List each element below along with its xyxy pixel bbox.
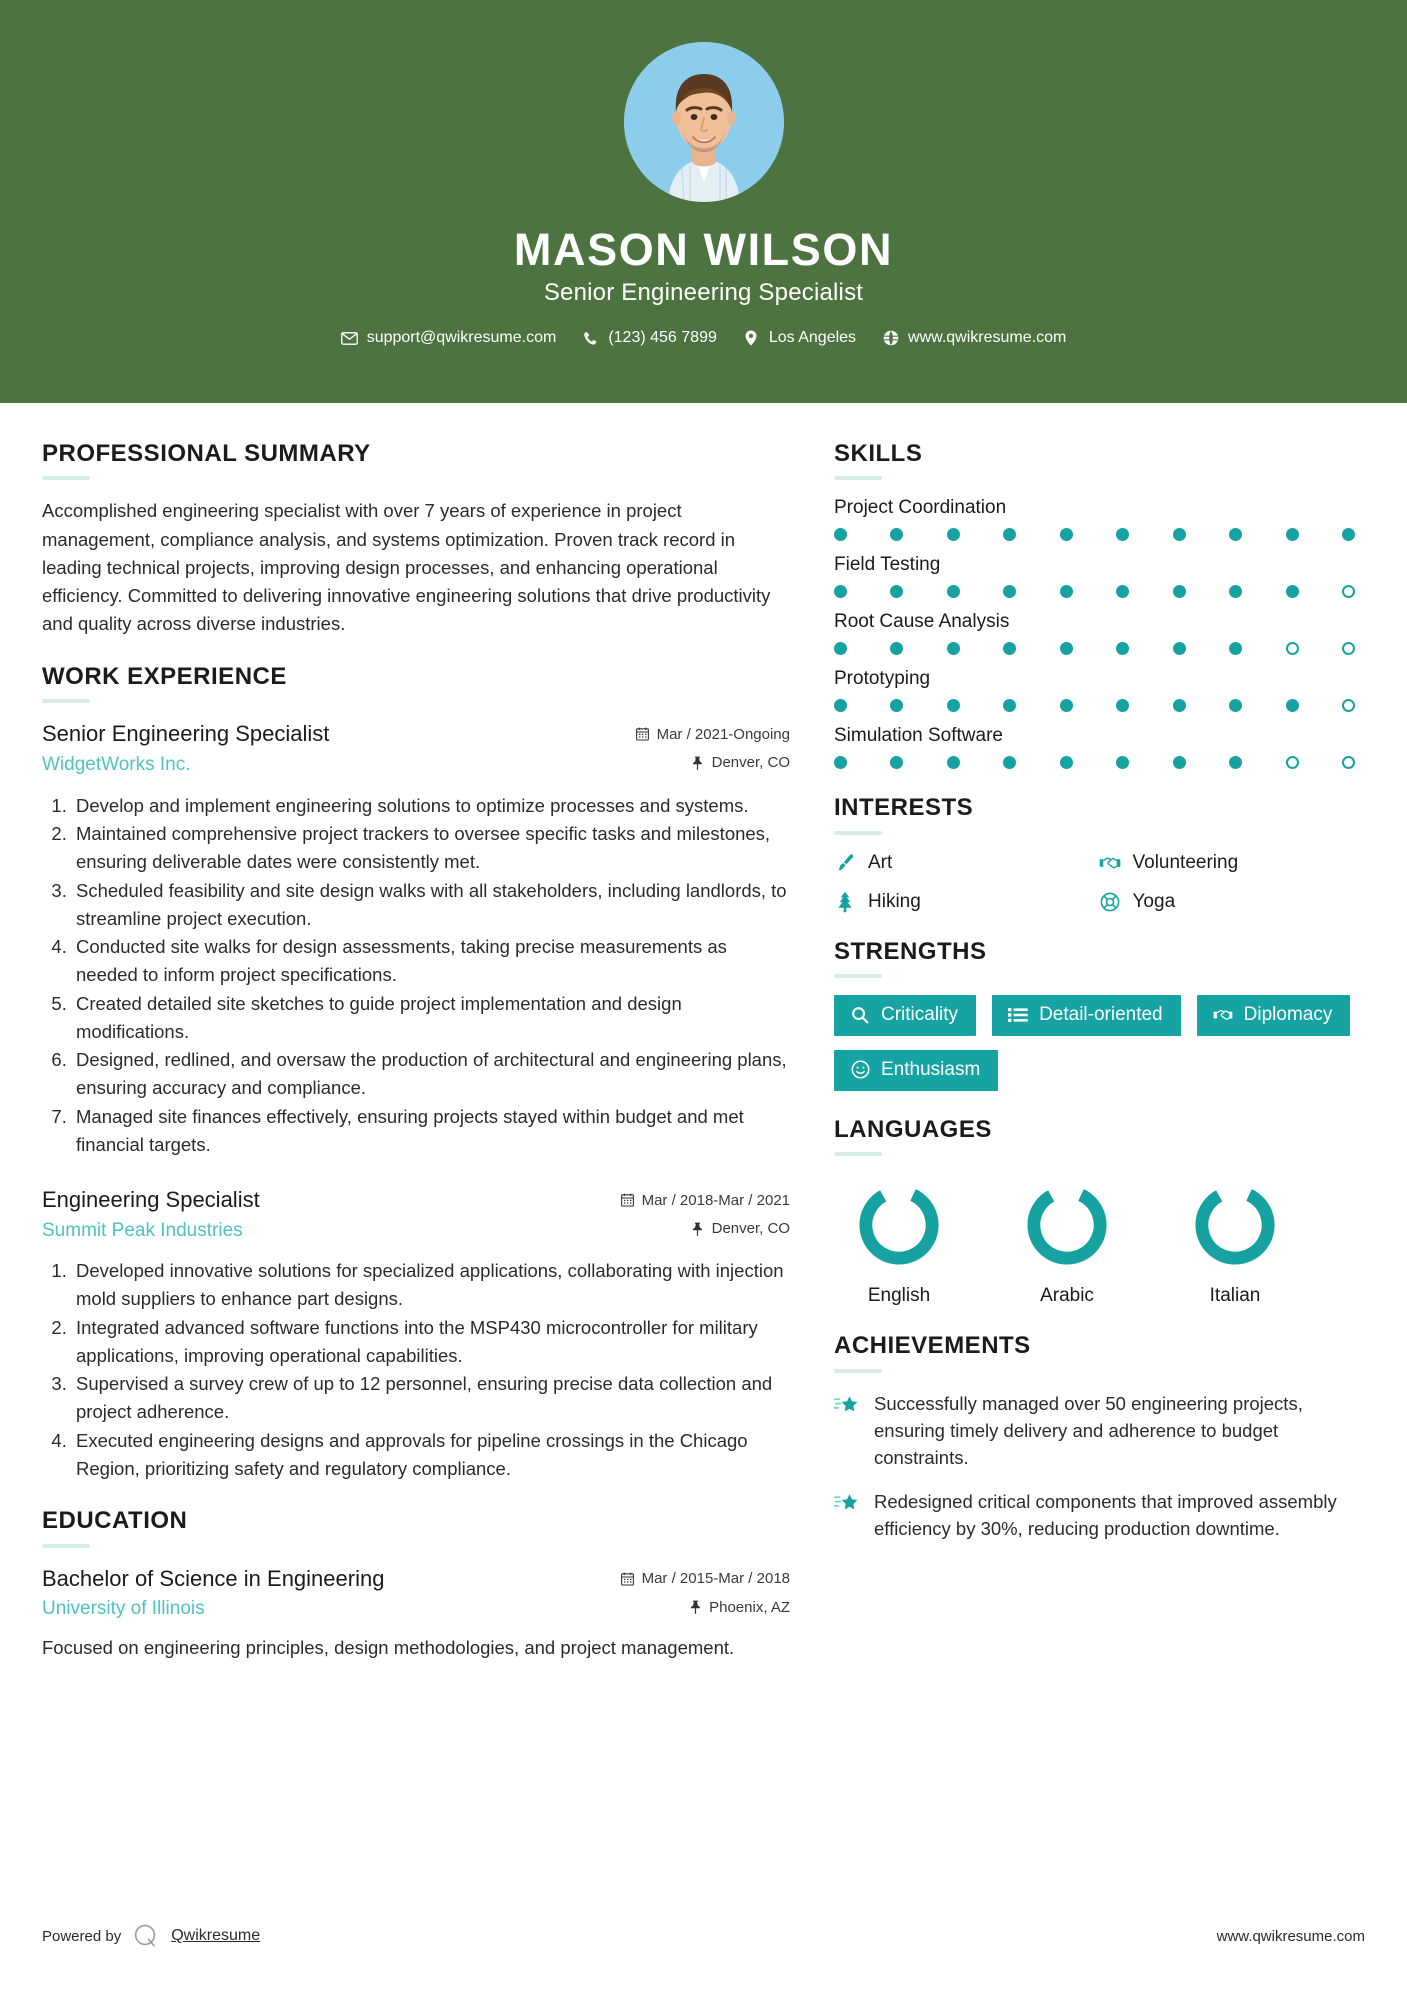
skill-dot-filled [1342, 528, 1355, 541]
skill-dot-filled [947, 585, 960, 598]
skill-dot-filled [834, 756, 847, 769]
language-item [1170, 1179, 1300, 1307]
education-dates [621, 1570, 790, 1587]
section-professional-summary [42, 441, 790, 638]
skill-dot-filled [1116, 585, 1129, 598]
education-entry [42, 1565, 790, 1662]
education-entry-top-row [42, 1565, 790, 1593]
work-location [691, 754, 790, 771]
work-bullet: 5. Created detailed site sketches to guide project implementation and design modifications. [72, 990, 790, 1046]
strength-chip-diplomacy [1197, 995, 1351, 1036]
education-dates-text: Mar / 2015-Mar / 2018 [641, 1570, 790, 1588]
section-rule [834, 476, 882, 480]
right-column [834, 441, 1355, 1688]
language-item [1002, 1179, 1132, 1307]
resume-body [0, 403, 1407, 1688]
interest-item [1099, 852, 1356, 874]
section-heading-languages: LANGUAGES [834, 1115, 992, 1143]
skill-rating-dots [834, 642, 1355, 655]
language-donut-arc [1191, 1181, 1279, 1269]
skill-dot-filled [1173, 585, 1186, 598]
skill-dot-empty [1286, 756, 1299, 769]
left-column [42, 441, 790, 1688]
skill-dot-empty [1342, 585, 1355, 598]
contact-phone-text: (123) 456 7899 [608, 329, 717, 347]
footer-website[interactable]: www.qwikresume.com [1216, 1927, 1365, 1945]
skill-dot-filled [1286, 528, 1299, 541]
skill-label: Simulation Software [834, 725, 1003, 747]
interest-item [834, 891, 1091, 913]
skill-dot-filled [1173, 642, 1186, 655]
skill-dot-empty [1286, 642, 1299, 655]
achievement-item [834, 1390, 1355, 1472]
skill-dot-filled [947, 756, 960, 769]
skill-dot-filled [834, 585, 847, 598]
skill-dot-filled [1003, 528, 1016, 541]
skill-label: Prototyping [834, 668, 931, 690]
skill-dot-filled [1060, 699, 1073, 712]
skill-item [834, 554, 1355, 598]
education-entry-second-row [42, 1592, 790, 1622]
skill-dot-filled [890, 642, 903, 655]
work-bullet: 2. Maintained comprehensive project trackers to oversee specific tasks and milestones, ensuring deliverable dates were consistently met. [72, 820, 790, 876]
strength-label: Enthusiasm [881, 1059, 981, 1081]
section-rule [834, 1369, 882, 1373]
skill-dot-empty [1342, 756, 1355, 769]
strength-chip-criticality [834, 995, 976, 1036]
work-job-title: Senior Engineering Specialist [42, 721, 330, 747]
strength-label: Criticality [881, 1004, 959, 1026]
footer-brand-group [42, 1923, 260, 1949]
section-rule [42, 1544, 90, 1548]
languages-list [834, 1173, 1355, 1307]
language-donut-arc [855, 1181, 943, 1269]
work-bullet: 3. Scheduled feasibility and site design walks with all stakeholders, including landlords, to streamline project execution. [72, 877, 790, 933]
work-bullet: 6. Designed, redlined, and oversaw the production of architectural and engineering plans, ensuring accuracy and compliance. [72, 1046, 790, 1102]
skill-dot-filled [1229, 642, 1242, 655]
section-skills [834, 441, 1355, 769]
section-heading-work-experience: WORK EXPERIENCE [42, 662, 287, 690]
skill-dot-filled [834, 699, 847, 712]
education-degree: Bachelor of Science in Engineering [42, 1565, 385, 1591]
work-bullet: 1. Developed innovative solutions for specialized applications, collaborating with injection mold suppliers to enhance part designs. [72, 1257, 790, 1313]
skill-dot-filled [1060, 585, 1073, 598]
skill-dot-filled [1173, 528, 1186, 541]
language-label: Italian [1209, 1285, 1261, 1307]
achievement-item [834, 1488, 1355, 1543]
avatar-photo [624, 42, 784, 202]
achievement-text: Redesigned critical components that improved assembly efficiency by 30%, reducing production downtime. [874, 1490, 1337, 1540]
skill-dot-empty [1342, 642, 1355, 655]
contact-bar [341, 329, 1067, 347]
work-organization: Summit Peak Industries [42, 1219, 243, 1241]
education-institution: University of Illinois [42, 1598, 205, 1620]
skill-dot-filled [1116, 699, 1129, 712]
map-pin-icon [743, 330, 760, 347]
footer-brand-link[interactable]: Qwikresume [171, 1927, 261, 1944]
skill-item [834, 497, 1355, 541]
paintbrush-icon [834, 852, 856, 874]
education-location-text: Phoenix, AZ [709, 1598, 790, 1616]
skill-dot-filled [1173, 699, 1186, 712]
envelope-icon [341, 330, 358, 347]
work-bullets [42, 792, 790, 1159]
strength-chip-detail-oriented [992, 995, 1181, 1036]
work-entry-second-row [42, 1214, 790, 1244]
skill-dot-filled [1060, 642, 1073, 655]
section-rule [834, 974, 882, 978]
smiley-icon [850, 1060, 870, 1080]
skill-dot-filled [1116, 756, 1129, 769]
skill-dot-filled [890, 756, 903, 769]
work-entry-top-row [42, 1186, 790, 1214]
work-bullets [42, 1257, 790, 1482]
skill-label: Project Coordination [834, 497, 1007, 519]
contact-email[interactable] [341, 329, 557, 347]
skill-dot-filled [834, 642, 847, 655]
skill-rating-dots [834, 756, 1355, 769]
tree-icon [834, 891, 856, 913]
section-heading-strengths: STRENGTHS [834, 937, 987, 965]
skill-item [834, 611, 1355, 655]
powered-by-label: Powered by [42, 1927, 122, 1945]
language-item [834, 1179, 964, 1307]
skill-dot-filled [1286, 699, 1299, 712]
section-heading-education: EDUCATION [42, 1507, 188, 1535]
section-heading-professional-summary: PROFESSIONAL SUMMARY [42, 440, 371, 467]
work-entry [42, 1186, 790, 1482]
skill-dot-filled [1060, 528, 1073, 541]
list-icon [1008, 1005, 1028, 1025]
phone-icon [582, 330, 599, 347]
interest-label: Hiking [868, 890, 921, 912]
work-bullet: 4. Executed engineering designs and approvals for pipeline crossings in the Chicago Region, prioritizing safety and regulatory compliance. [72, 1427, 790, 1483]
work-location-text: Denver, CO [711, 1220, 790, 1238]
strength-chip-enthusiasm [834, 1050, 998, 1091]
skill-dot-filled [1116, 642, 1129, 655]
skill-dot-filled [890, 585, 903, 598]
interest-label: Yoga [1132, 890, 1176, 912]
skill-label: Root Cause Analysis [834, 611, 1010, 633]
skill-dot-filled [1173, 756, 1186, 769]
section-heading-achievements: ACHIEVEMENTS [834, 1332, 1031, 1360]
work-bullet: 1. Develop and implement engineering solutions to optimize processes and systems. [72, 792, 790, 820]
work-entry [42, 720, 790, 1158]
skill-dot-filled [947, 528, 960, 541]
achievement-text: Successfully managed over 50 engineering projects, ensuring timely delivery and adherence to budget constraints. [874, 1392, 1303, 1469]
section-education [42, 1508, 790, 1661]
language-donut [1189, 1179, 1281, 1271]
skill-item [834, 668, 1355, 712]
calendar-icon [621, 1193, 635, 1208]
section-heading-interests: INTERESTS [834, 794, 974, 822]
section-strengths [834, 939, 1355, 1091]
section-languages [834, 1117, 1355, 1307]
q-logo-icon [133, 1923, 159, 1949]
section-achievements [834, 1333, 1355, 1542]
strength-label: Diplomacy [1243, 1004, 1333, 1026]
section-rule [834, 831, 882, 835]
skill-dot-filled [1003, 642, 1016, 655]
work-bullet: 4. Conducted site walks for design assessments, taking precise measurements as needed to inform project specifications. [72, 933, 790, 989]
interest-label: Volunteering [1132, 851, 1239, 873]
skill-dot-empty [1342, 699, 1355, 712]
section-heading-skills: SKILLS [834, 440, 923, 467]
handshake-icon [1213, 1005, 1233, 1025]
skill-dot-filled [1060, 756, 1073, 769]
contact-phone[interactable] [582, 329, 717, 347]
skill-dot-filled [834, 528, 847, 541]
work-location [691, 1220, 790, 1237]
pushpin-icon [691, 1221, 705, 1236]
section-interests [834, 795, 1355, 912]
skill-rating-dots [834, 699, 1355, 712]
work-dates [636, 726, 790, 743]
skill-dot-filled [1229, 699, 1242, 712]
skill-dot-filled [1003, 699, 1016, 712]
work-dates [621, 1192, 790, 1209]
education-location [688, 1599, 790, 1616]
interest-item [834, 852, 1091, 874]
magnifier-icon [850, 1005, 870, 1025]
skill-label: Field Testing [834, 554, 941, 576]
section-rule [42, 476, 90, 480]
work-bullet: 3. Supervised a survey crew of up to 12 personnel, ensuring precise data collection and project adherence. [72, 1370, 790, 1426]
education-note: Focused on engineering principles, design methodologies, and project management. [42, 1637, 735, 1659]
work-bullet: 2. Integrated advanced software functions into the MSP430 microcontroller for military applications, improving operational capabilities. [72, 1314, 790, 1370]
work-job-title: Engineering Specialist [42, 1187, 260, 1213]
page-title: MASON WILSON [513, 224, 894, 275]
skill-dot-filled [947, 642, 960, 655]
shooting-star-icon [834, 1492, 860, 1518]
pushpin-icon [691, 755, 705, 770]
skill-dot-filled [1286, 585, 1299, 598]
interest-item [1099, 891, 1356, 913]
contact-website-text: www.qwikresume.com [908, 329, 1067, 347]
skill-dot-filled [1003, 585, 1016, 598]
skill-dot-filled [1003, 756, 1016, 769]
work-organization: WidgetWorks Inc. [42, 753, 191, 775]
section-work-experience [42, 664, 790, 1483]
shooting-star-icon [834, 1394, 860, 1420]
skill-rating-dots [834, 528, 1355, 541]
skill-dot-filled [947, 699, 960, 712]
language-label: Arabic [1040, 1285, 1094, 1307]
work-location-text: Denver, CO [711, 754, 790, 772]
strengths-list [834, 995, 1355, 1091]
work-dates-text: Mar / 2018-Mar / 2021 [641, 1191, 790, 1209]
language-donut-arc [1023, 1181, 1111, 1269]
skill-item [834, 725, 1355, 769]
handshake-icon [1099, 852, 1121, 874]
globe-icon [882, 330, 899, 347]
lifebuoy-icon [1099, 891, 1121, 913]
contact-website[interactable] [882, 329, 1066, 347]
skill-dot-filled [1229, 756, 1242, 769]
contact-location [743, 329, 856, 347]
job-role-subtitle: Senior Engineering Specialist [543, 279, 864, 307]
work-entry-top-row [42, 720, 790, 748]
contact-email-text: support@qwikresume.com [366, 329, 557, 347]
section-rule [42, 699, 90, 703]
pushpin-icon [688, 1600, 702, 1615]
avatar [624, 42, 784, 202]
skill-dot-filled [890, 528, 903, 541]
skill-dot-filled [1229, 585, 1242, 598]
skill-dot-filled [1229, 528, 1242, 541]
calendar-icon [621, 1571, 635, 1586]
section-rule [834, 1152, 882, 1156]
skill-dot-filled [1116, 528, 1129, 541]
language-donut [853, 1179, 945, 1271]
interest-label: Art [868, 851, 893, 873]
skill-rating-dots [834, 585, 1355, 598]
work-entry-second-row [42, 748, 790, 778]
language-label: English [867, 1285, 931, 1307]
contact-location-text: Los Angeles [768, 329, 857, 347]
work-dates-text: Mar / 2021-Ongoing [656, 725, 790, 743]
strength-label: Detail-oriented [1039, 1004, 1163, 1026]
resume-header [0, 0, 1407, 403]
interests-grid [834, 852, 1355, 913]
skill-dot-filled [890, 699, 903, 712]
summary-text: Accomplished engineering specialist with over 7 years of experience in project management, compliance analysis, and systems optimization. Proven track record in leading technical projects, improving design processes, and enhancing operational efficiency. Committed to delivering innovative engineering solutions that drive productivity and quality across diverse industries. [42, 500, 771, 634]
work-bullet: 7. Managed site finances effectively, ensuring projects stayed within budget and met financial targets. [72, 1103, 790, 1159]
calendar-icon [636, 727, 650, 742]
language-donut [1021, 1179, 1113, 1271]
page-footer [0, 1882, 1407, 1990]
